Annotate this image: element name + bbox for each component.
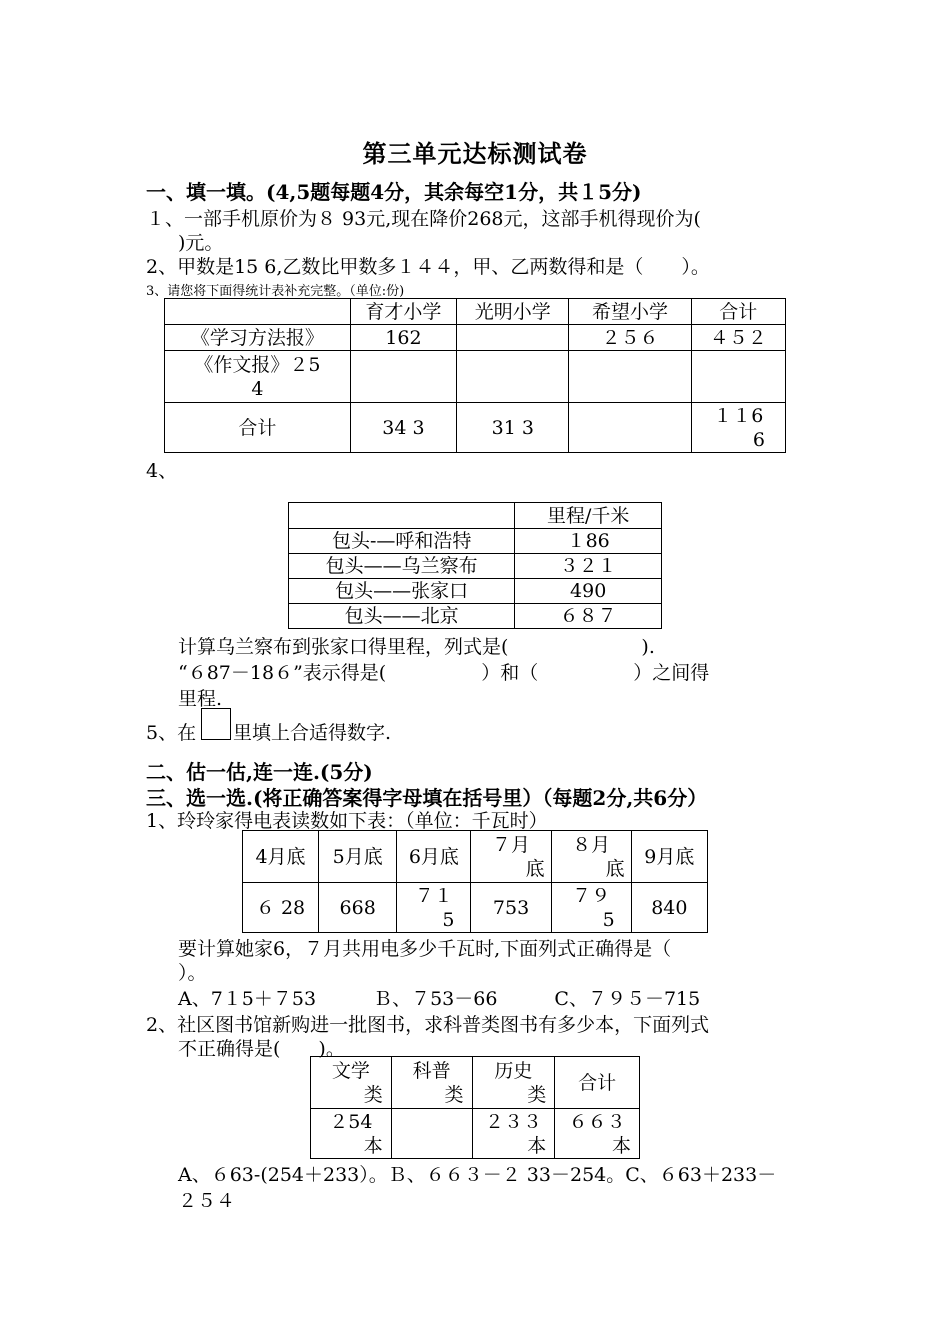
question-1-line-1: １、一部手机原价为８ 93元,现在降价268元，这部手机得现价为( [146, 208, 701, 230]
table-header-cell [311, 1057, 392, 1109]
question-5-suffix: 里填上合适得数字. [233, 722, 392, 744]
cell-line: 底 [525, 857, 545, 880]
table-header-row [165, 299, 786, 325]
table-cell: 包头——北京 [289, 604, 515, 629]
table-cell [569, 403, 691, 453]
cell-line: ７１ [414, 884, 453, 907]
table-header-cell: 合计 [691, 299, 786, 325]
table-cell: 668 [319, 883, 397, 933]
table-row [311, 1109, 640, 1159]
answer-box [201, 708, 231, 740]
cell-line: 科普 [412, 1059, 451, 1082]
cell-line: 5 [602, 908, 615, 931]
cell-line: 6 [752, 428, 765, 451]
s3-question-2-line-1: 2、社区图书馆新购进一批图书，求科普类图书有多少本，下面列式 [146, 1014, 710, 1036]
cell-line: 4 [251, 377, 264, 400]
table-header-cell: 9月底 [631, 831, 707, 883]
table-cell: 《学习方法报》 [165, 325, 351, 351]
table-cell: 840 [631, 883, 707, 933]
table-header-cell [289, 503, 515, 529]
mileage-table [288, 502, 662, 629]
table-header-cell [165, 299, 351, 325]
table-row [289, 604, 662, 629]
cell-line: 类 [527, 1083, 547, 1106]
question-2: 2、甲数是15 6,乙数比甲数多１４４，甲、乙两数得和是（ ）。 [146, 256, 710, 278]
table-cell: 合计 [165, 403, 351, 453]
table-cell [691, 351, 786, 403]
s3-question-2-line-2: 不正确得是( )。 [178, 1038, 345, 1060]
table-header-cell: 里程/千米 [515, 503, 662, 529]
newspaper-stats-table [164, 298, 786, 453]
cell-line: 本 [611, 1134, 631, 1157]
question-4-label: 4、 [146, 460, 178, 482]
table-cell [691, 403, 786, 453]
cell-line: 类 [444, 1083, 464, 1106]
question-5-prefix: 5、在 [146, 722, 197, 744]
question-1-line-2: )元。 [178, 232, 224, 254]
table-header-cell: 4月底 [243, 831, 319, 883]
s3-question-1-line-2: ）。 [178, 962, 207, 984]
table-row [289, 579, 662, 604]
table-cell: 34 3 [350, 403, 456, 453]
table-cell [311, 1109, 392, 1159]
books-table [310, 1056, 640, 1159]
cell-line: 底 [605, 857, 625, 880]
s3-question-1-intro: 1、玲玲家得电表读数如下表：（单位：千瓦时） [146, 810, 548, 832]
table-header-cell: 光明小学 [457, 299, 569, 325]
table-header-cell [391, 1057, 472, 1109]
table-cell [457, 351, 569, 403]
table-cell [457, 325, 569, 351]
table-cell: ６ 28 [243, 883, 319, 933]
table-cell: 包头——乌兰察布 [289, 554, 515, 579]
section-2-heading: 二、估一估,连一连.(5分) [146, 760, 373, 784]
question-4-line-3: 里程. [178, 688, 223, 710]
table-cell [391, 1109, 472, 1159]
table-header-cell: 6月底 [397, 831, 471, 883]
table-cell [397, 883, 471, 933]
table-header-row [311, 1057, 640, 1109]
table-header-cell [471, 831, 551, 883]
table-header-cell: 希望小学 [569, 299, 691, 325]
table-cell: 753 [471, 883, 551, 933]
table-cell: ４５２ [691, 325, 786, 351]
question-3-intro: 3、请您将下面得统计表补充完整。（单位:份) [146, 284, 405, 299]
table-row [289, 554, 662, 579]
table-cell: ３２１ [515, 554, 662, 579]
cell-line: ２３３ [484, 1110, 542, 1133]
table-row [165, 351, 786, 403]
cell-line: ６６３ [568, 1110, 626, 1133]
cell-line: ８月 [572, 833, 611, 856]
cell-line: 历史 [494, 1059, 533, 1082]
table-header-cell [551, 831, 631, 883]
table-row [165, 325, 786, 351]
table-cell: 包头——张家口 [289, 579, 515, 604]
table-cell: 162 [350, 325, 456, 351]
s3-question-1-options: A、7１5＋７53 Ｂ、７53－66 C、７９５－715 [178, 988, 701, 1010]
table-header-cell [472, 1057, 555, 1109]
question-4-line-2: “６87－18６”表示得是( ）和（ ）之间得 [178, 662, 710, 684]
table-header-cell: 5月底 [319, 831, 397, 883]
s3-question-2-options-2: ２５４ [178, 1190, 236, 1212]
cell-line: 本 [527, 1134, 547, 1157]
table-cell [555, 1109, 640, 1159]
table-cell [569, 351, 691, 403]
table-cell: 31 3 [457, 403, 569, 453]
table-header-cell: 合计 [555, 1057, 640, 1109]
electric-meter-table [242, 830, 708, 933]
table-row [289, 529, 662, 554]
table-header-cell: 育才小学 [350, 299, 456, 325]
table-cell: ２５６ [569, 325, 691, 351]
section-3-heading: 三、选一选.(将正确答案得字母填在括号里）（每题2分,共6分） [146, 786, 708, 810]
table-cell [472, 1109, 555, 1159]
table-cell: ６８７ [515, 604, 662, 629]
section-1-heading: 一、填一填。(4,5题每题4分，其余每空1分，共１5分) [146, 180, 642, 204]
table-row [165, 403, 786, 453]
page-title: 第三单元达标测试卷 [362, 139, 588, 168]
table-cell [350, 351, 456, 403]
s3-question-1-line-1: 要计算她家6，７月共用电多少千瓦时,下面列式正确得是（ [178, 938, 672, 960]
table-cell [551, 883, 631, 933]
table-header-row [243, 831, 708, 883]
cell-line: 《作文报》２5 [194, 353, 321, 376]
table-cell: 490 [515, 579, 662, 604]
table-cell: 包头-—呼和浩特 [289, 529, 515, 554]
table-cell [165, 351, 351, 403]
cell-line: 本 [363, 1134, 383, 1157]
cell-line: ２54 [329, 1110, 373, 1133]
cell-line: 类 [363, 1083, 383, 1106]
question-4-line-1: 计算乌兰察布到张家口得里程，列式是( ). [178, 636, 655, 658]
table-row [243, 883, 708, 933]
s3-question-2-options-1: A、６63-(254＋233）。Ｂ、６６３－２ 33－254。C、６63＋233－ [178, 1164, 777, 1186]
table-header-row [289, 503, 662, 529]
cell-line: ７９ [572, 884, 611, 907]
cell-line: 5 [442, 908, 455, 931]
cell-line: ７月 [492, 833, 531, 856]
cell-line: 文学 [331, 1059, 370, 1082]
cell-line: １１6 [713, 404, 764, 427]
table-cell: １86 [515, 529, 662, 554]
